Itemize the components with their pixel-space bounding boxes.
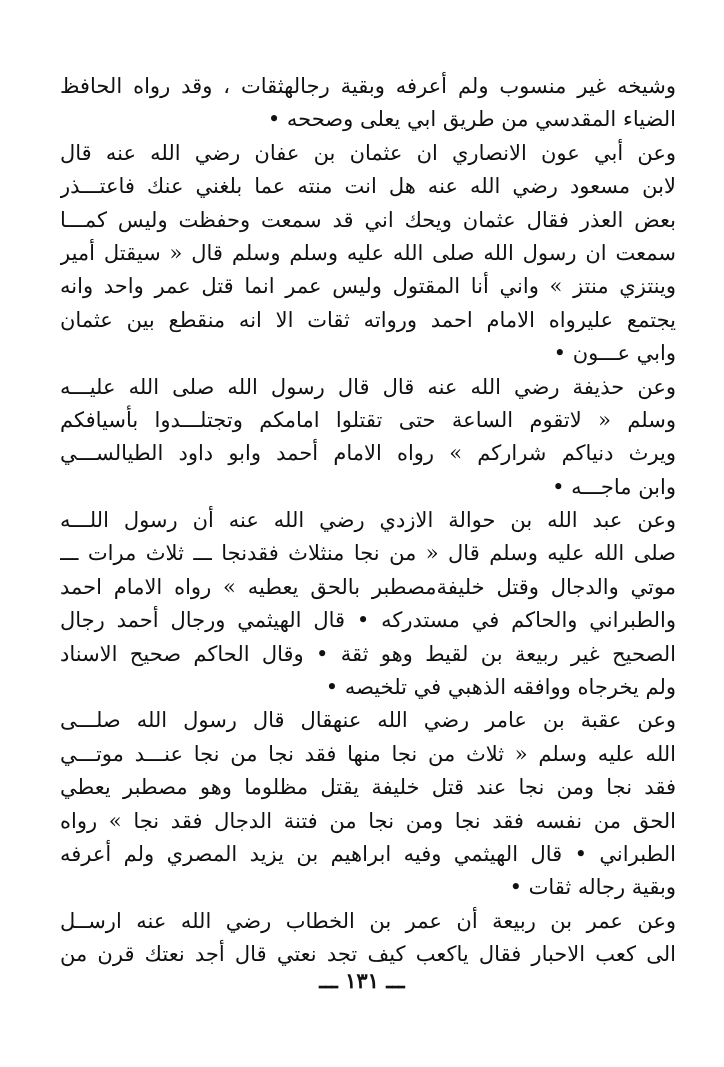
text-line: الله عليه وسلم « ثلاث من نجا منها فقد نجا من نجا عنـــد موتـــي — [60, 741, 676, 766]
text-line: وابن ماجـــه • — [552, 474, 676, 499]
text-line: ويرث دنياكم شراركم » رواه الامام أحمد وابو داود الطيالســـي — [60, 441, 676, 466]
text-line: ولم يخرجاه ووافقه الذهبي في تلخيصه • — [325, 675, 676, 700]
text-line: صلى الله عليه وسلم قال « من نجا منثلاث فقدنجا ـــ ثلاث مرات ـــ — [60, 541, 676, 566]
body-text — [60, 70, 676, 972]
text-line: وعن حذيفة رضي الله عنه قال قال رسول الله صلى الله عليـــه — [60, 374, 676, 399]
text-line: وعن عقبة بن عامر رضي الله عنهقال قال رسول الله صلـــى — [60, 708, 676, 733]
text-line: فقد نجا ومن نجا عند قتل خليفة يقتل مظلوما وهو مصطبر يعطي — [60, 775, 676, 800]
text-line: يجتمع عليرواه الامام احمد ورواته ثقات الا انه منقطع بين عثمان — [60, 307, 676, 332]
text-line: الصحيح غير ربيعة بن لقيط وهو ثقة • وقال الحاكم صحيح الاسناد — [60, 641, 676, 666]
text-line: وابي عـــون • — [553, 341, 676, 366]
text-line: وينتزي منتز » واني أنا المقتول وليس عمر انما قتل عمر واحد وانه — [60, 274, 676, 299]
text-line: بعض العذر فقال عثمان ويحك اني قد سمعت وحفظت وليس كمـــا — [60, 207, 676, 232]
text-line: الحق من نفسه فقد نجا ومن نجا من فتنة الدجال فقد نجا » رواه — [60, 808, 676, 833]
text-line: وشيخه غير منسوب ولم أعرفه وبقية رجالهثقات ، وقد رواه الحافظ — [60, 74, 676, 98]
text-line: موتي والدجال وقتل خليفةمصطبر بالحق يعطيه » رواه الامام احمد — [60, 574, 676, 599]
text-line: وعن أبي عون الانصاري ان عثمان بن عفان رضي الله عنه قال — [60, 140, 676, 165]
text-line: والطبراني والحاكم في مستدركه • قال الهيثمي ورجال أحمد رجال — [60, 608, 676, 633]
text-line: وعن عبد الله بن حوالة الازدي رضي الله عنه أن رسول اللـــه — [60, 508, 676, 533]
text-line: سمعت ان رسول الله صلى الله عليه وسلم وسلم قال « سيقتل أمير — [60, 240, 676, 265]
text-line: وعن عمر بن ربيعة أن عمر بن الخطاب رضي الله عنه ارســل — [60, 908, 676, 933]
text-line: الضياء المقدسي من طريق ابي يعلى وصححه • — [267, 107, 676, 132]
text-line: الطبراني • قال الهيثمي وفيه ابراهيم بن يزيد المصري ولم أعرفه — [60, 841, 676, 866]
text-line: الى كعب الاحبار فقال ياكعب كيف تجد نعتي قال أجد نعتك قرن من — [60, 942, 676, 967]
text-line: وسلم « لاتقوم الساعة حتى تقتلوا امامكم وتجتلـــدوا بأسيافكم — [60, 407, 676, 432]
page-number: ـــ ١٣١ ـــ — [319, 968, 405, 993]
text-line: لابن مسعود رضي الله عنه هل انت منته عما بلغني عنك فاعتـــذر — [60, 174, 676, 199]
text-line: وبقية رجاله ثقات • — [509, 875, 676, 900]
